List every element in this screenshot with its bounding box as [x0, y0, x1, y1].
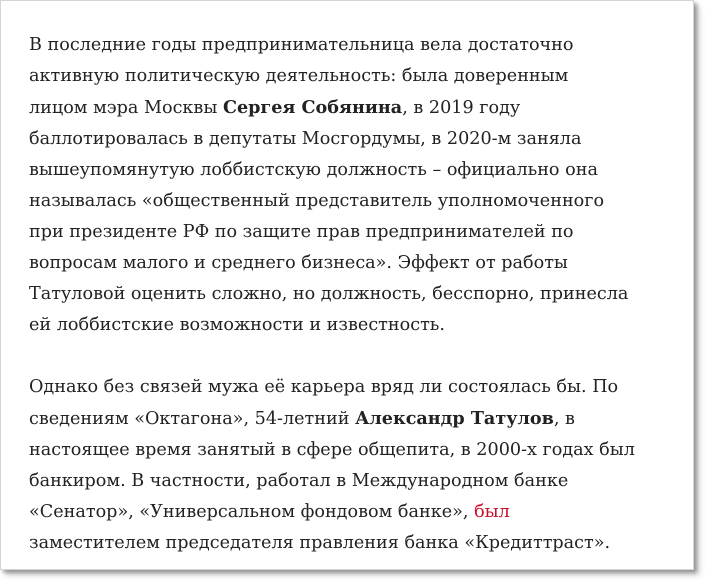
paragraph-1 — [29, 30, 689, 341]
paragraph-line: баллотировалась в депутаты Мосгордумы, в 2020-м заняла — [29, 129, 582, 149]
paragraph-line: Татуловой оценить сложно, но должность, бесспорно, принесла — [29, 284, 629, 304]
paragraph-gap — [29, 341, 689, 372]
paragraph-line: ей лоббистские возможности и известность. — [29, 315, 445, 335]
person-name-bold: Александр Татулов — [355, 408, 554, 429]
paragraph-line: активную политическую деятельность: была доверенным — [29, 66, 569, 86]
text-span: , в 2019 году — [402, 98, 521, 118]
text-span: , в — [553, 409, 575, 429]
paragraph-line — [29, 92, 689, 124]
paragraph-line: вопросам малого и среднего бизнеса». Эффект от работы — [29, 253, 568, 273]
paragraph-line: вышеупомянутую лоббистскую должность – официально она — [29, 160, 598, 180]
person-name-bold: Сергея Собянина — [222, 97, 403, 118]
text-span: лицом мэра Москвы — [29, 98, 223, 118]
source-link[interactable]: был — [474, 502, 510, 522]
paragraph-line: В последние годы предпринимательница вела достаточно — [29, 35, 574, 55]
paragraph-line: Однако без связей мужа её карьера вряд ли состоялась бы. По — [29, 377, 619, 397]
paragraph-line — [29, 497, 689, 528]
text-span: сведениям «Октагона», 54-летний — [29, 409, 356, 429]
paragraph-line: называлась «общественный представитель уполномоченного — [29, 191, 605, 211]
paragraph-2 — [29, 372, 689, 559]
paragraph-line: при президенте РФ по защите прав предпринимателей по — [29, 222, 574, 242]
paragraph-line — [29, 403, 689, 435]
paragraph-line: заместителем председателя правления банка «Кредиттраст». — [29, 533, 611, 553]
paragraph-line: банкиром. В частности, работал в Международном банке — [29, 471, 569, 491]
article-body — [29, 30, 689, 559]
paragraph-line: настоящее время занятый в сфере общепита, в 2000-х годах был — [29, 440, 635, 460]
text-span: «Сенатор», «Универсальном фондовом банке», — [29, 502, 475, 522]
